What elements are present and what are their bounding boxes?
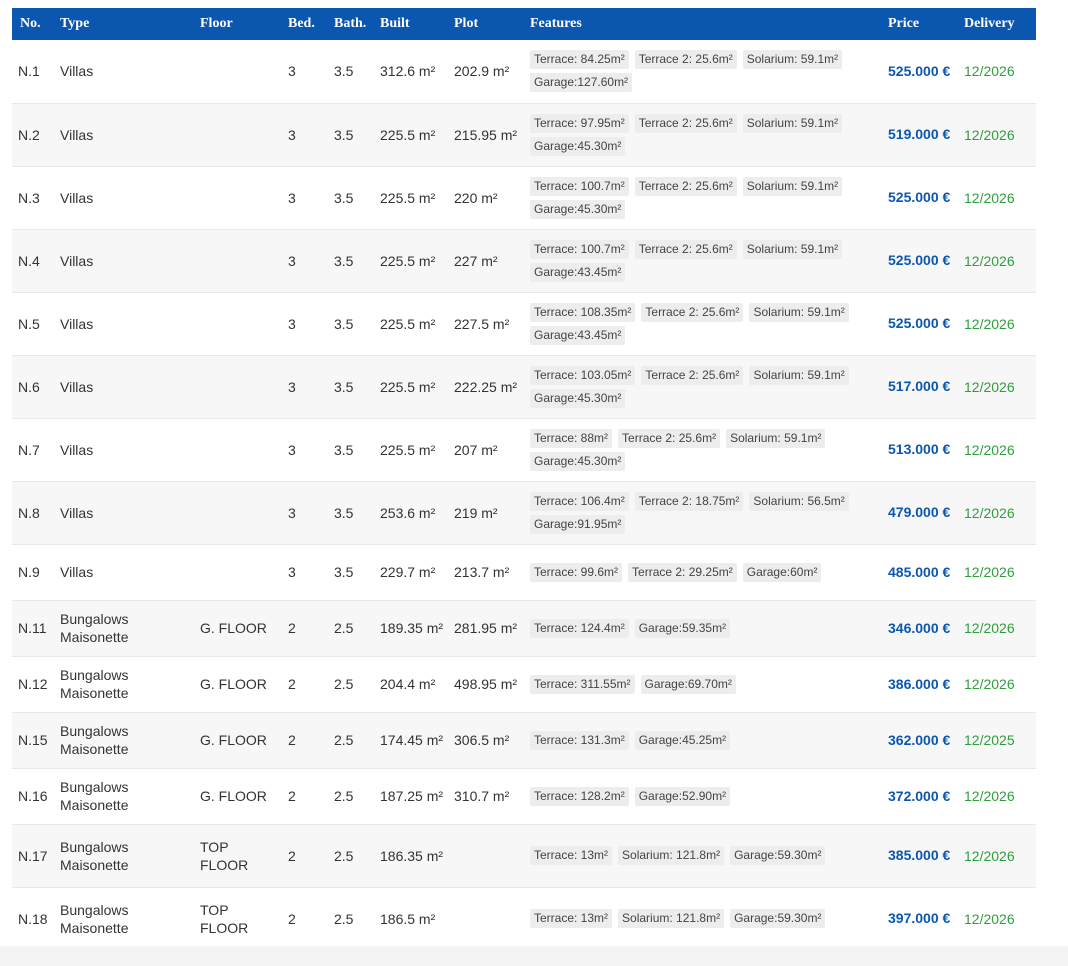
cell-floor (196, 418, 284, 481)
cell-built: 225.5 m² (376, 418, 450, 481)
cell-bed: 3 (284, 229, 330, 292)
feature-tag: Terrace 2: 25.6m² (618, 429, 720, 448)
cell-type: Villas (56, 292, 196, 355)
cell-delivery: 12/2026 (960, 418, 1036, 481)
cell-no: N.16 (12, 768, 56, 824)
cell-type: Villas (56, 481, 196, 544)
cell-plot: 220 m² (450, 166, 526, 229)
table-row[interactable] (12, 355, 1036, 418)
feature-tag: Terrace: 100.7m² (530, 240, 629, 259)
cell-no: N.15 (12, 712, 56, 768)
cell-type: Bungalows Maisonette (56, 656, 196, 712)
cell-type: Villas (56, 418, 196, 481)
feature-tag: Solarium: 59.1m² (749, 366, 848, 385)
table-row[interactable] (12, 544, 1036, 600)
cell-type: Bungalows Maisonette (56, 824, 196, 887)
cell-built: 225.5 m² (376, 292, 450, 355)
header-no[interactable]: No. (12, 8, 56, 40)
cell-features (526, 355, 884, 418)
cell-no: N.11 (12, 600, 56, 656)
cell-bath: 2.5 (330, 824, 376, 887)
cell-plot: 310.7 m² (450, 768, 526, 824)
cell-plot: 202.9 m² (450, 40, 526, 103)
cell-no: N.1 (12, 40, 56, 103)
table-row[interactable] (12, 103, 1036, 166)
cell-price: 525.000 € (884, 292, 960, 355)
cell-price: 397.000 € (884, 887, 960, 950)
feature-tag: Garage:45.25m² (635, 731, 730, 750)
feature-tag: Terrace: 100.7m² (530, 177, 629, 196)
cell-features (526, 40, 884, 103)
feature-tag: Terrace 2: 18.75m² (635, 492, 744, 511)
cell-bath: 2.5 (330, 887, 376, 950)
cell-price: 362.000 € (884, 712, 960, 768)
feature-tag: Terrace: 97.95m² (530, 114, 629, 133)
cell-no: N.7 (12, 418, 56, 481)
table-row[interactable] (12, 292, 1036, 355)
cell-plot: 215.95 m² (450, 103, 526, 166)
cell-delivery: 12/2026 (960, 355, 1036, 418)
cell-type: Bungalows Maisonette (56, 887, 196, 950)
cell-price: 517.000 € (884, 355, 960, 418)
table-row[interactable] (12, 418, 1036, 481)
table-row[interactable] (12, 166, 1036, 229)
feature-tag: Terrace: 106.4m² (530, 492, 629, 511)
cell-bath: 3.5 (330, 166, 376, 229)
cell-delivery: 12/2026 (960, 768, 1036, 824)
feature-tag: Terrace 2: 25.6m² (635, 50, 737, 69)
feature-tag: Garage:52.90m² (635, 787, 730, 806)
cell-bath: 3.5 (330, 229, 376, 292)
cell-type: Bungalows Maisonette (56, 600, 196, 656)
cell-features (526, 768, 884, 824)
feature-tag: Solarium: 59.1m² (743, 50, 842, 69)
table-row[interactable] (12, 229, 1036, 292)
cell-features (526, 656, 884, 712)
header-bed[interactable]: Bed. (284, 8, 330, 40)
feature-tag: Garage:91.95m² (530, 515, 625, 534)
feature-tag: Terrace: 108.35m² (530, 303, 635, 322)
cell-no: N.3 (12, 166, 56, 229)
feature-tag: Garage:45.30m² (530, 452, 625, 471)
feature-tag: Terrace 2: 25.6m² (641, 366, 743, 385)
cell-no: N.12 (12, 656, 56, 712)
cell-built: 189.35 m² (376, 600, 450, 656)
cell-no: N.18 (12, 887, 56, 950)
cell-price: 519.000 € (884, 103, 960, 166)
header-type[interactable]: Type (56, 8, 196, 40)
feature-tag: Terrace 2: 25.6m² (635, 177, 737, 196)
feature-tag: Garage:45.30m² (530, 137, 625, 156)
header-features[interactable]: Features (526, 8, 884, 40)
feature-tag: Terrace 2: 25.6m² (635, 240, 737, 259)
feature-tag: Garage:127.60m² (530, 73, 632, 92)
header-bath[interactable]: Bath. (330, 8, 376, 40)
cell-floor: G. FLOOR (196, 712, 284, 768)
table-row[interactable] (12, 40, 1036, 103)
cell-floor (196, 229, 284, 292)
cell-bath: 2.5 (330, 656, 376, 712)
cell-bed: 3 (284, 544, 330, 600)
cell-bed: 3 (284, 418, 330, 481)
page-footer-strip (0, 946, 1068, 966)
cell-type: Villas (56, 166, 196, 229)
cell-no: N.4 (12, 229, 56, 292)
table-row[interactable] (12, 481, 1036, 544)
table-row[interactable] (12, 600, 1036, 656)
cell-delivery: 12/2026 (960, 166, 1036, 229)
cell-bath: 3.5 (330, 544, 376, 600)
cell-delivery: 12/2026 (960, 600, 1036, 656)
feature-tag: Terrace 2: 25.6m² (635, 114, 737, 133)
feature-tag: Garage:45.30m² (530, 389, 625, 408)
cell-plot: 306.5 m² (450, 712, 526, 768)
cell-bath: 3.5 (330, 103, 376, 166)
header-plot[interactable]: Plot (450, 8, 526, 40)
feature-tag: Terrace 2: 25.6m² (641, 303, 743, 322)
cell-floor (196, 481, 284, 544)
cell-type: Bungalows Maisonette (56, 768, 196, 824)
cell-no: N.17 (12, 824, 56, 887)
cell-bed: 2 (284, 712, 330, 768)
cell-plot: 213.7 m² (450, 544, 526, 600)
cell-bath: 2.5 (330, 600, 376, 656)
cell-bed: 3 (284, 103, 330, 166)
cell-delivery: 12/2025 (960, 712, 1036, 768)
cell-price: 385.000 € (884, 824, 960, 887)
feature-tag: Garage:59.35m² (635, 619, 730, 638)
cell-bed: 3 (284, 355, 330, 418)
cell-bed: 2 (284, 824, 330, 887)
cell-bath: 3.5 (330, 292, 376, 355)
cell-type: Villas (56, 355, 196, 418)
cell-type: Villas (56, 40, 196, 103)
cell-features (526, 887, 884, 950)
cell-delivery: 12/2026 (960, 544, 1036, 600)
cell-features (526, 103, 884, 166)
feature-tag: Terrace 2: 29.25m² (628, 563, 737, 582)
cell-bed: 3 (284, 481, 330, 544)
cell-bath: 2.5 (330, 768, 376, 824)
table-row[interactable] (12, 824, 1036, 887)
table-row[interactable] (12, 656, 1036, 712)
properties-table (12, 8, 1036, 951)
cell-plot: 281.95 m² (450, 600, 526, 656)
cell-features (526, 166, 884, 229)
feature-tag: Garage:43.45m² (530, 263, 625, 282)
feature-tag: Terrace: 128.2m² (530, 787, 629, 806)
cell-bed: 3 (284, 292, 330, 355)
cell-floor (196, 355, 284, 418)
cell-built: 187.25 m² (376, 768, 450, 824)
header-price[interactable]: Price (884, 8, 960, 40)
cell-features (526, 481, 884, 544)
cell-delivery: 12/2026 (960, 481, 1036, 544)
cell-bath: 3.5 (330, 40, 376, 103)
table-row[interactable] (12, 887, 1036, 950)
cell-features (526, 600, 884, 656)
cell-plot: 227.5 m² (450, 292, 526, 355)
cell-floor: TOP FLOOR (196, 887, 284, 950)
feature-tag: Terrace: 88m² (530, 429, 612, 448)
feature-tag: Terrace: 124.4m² (530, 619, 629, 638)
cell-plot: 222.25 m² (450, 355, 526, 418)
feature-tag: Garage:69.70m² (641, 675, 736, 694)
cell-plot: 207 m² (450, 418, 526, 481)
cell-built: 253.6 m² (376, 481, 450, 544)
cell-built: 186.5 m² (376, 887, 450, 950)
cell-price: 525.000 € (884, 166, 960, 229)
header-built[interactable]: Built (376, 8, 450, 40)
feature-tag: Terrace: 103.05m² (530, 366, 635, 385)
cell-plot: 219 m² (450, 481, 526, 544)
cell-bed: 2 (284, 768, 330, 824)
cell-price: 513.000 € (884, 418, 960, 481)
feature-tag: Terrace: 13m² (530, 909, 612, 928)
cell-bath: 3.5 (330, 481, 376, 544)
cell-built: 229.7 m² (376, 544, 450, 600)
feature-tag: Terrace: 13m² (530, 846, 612, 865)
cell-bed: 3 (284, 40, 330, 103)
cell-bath: 2.5 (330, 712, 376, 768)
cell-plot (450, 824, 526, 887)
cell-built: 312.6 m² (376, 40, 450, 103)
feature-tag: Garage:45.30m² (530, 200, 625, 219)
cell-bed: 2 (284, 600, 330, 656)
cell-floor (196, 40, 284, 103)
cell-no: N.9 (12, 544, 56, 600)
cell-bed: 2 (284, 656, 330, 712)
table-header (12, 8, 1036, 40)
feature-tag: Solarium: 59.1m² (726, 429, 825, 448)
cell-built: 225.5 m² (376, 229, 450, 292)
cell-type: Villas (56, 103, 196, 166)
cell-delivery: 12/2026 (960, 887, 1036, 950)
cell-no: N.8 (12, 481, 56, 544)
cell-floor (196, 166, 284, 229)
cell-features (526, 544, 884, 600)
feature-tag: Garage:60m² (743, 563, 822, 582)
cell-features (526, 824, 884, 887)
cell-price: 525.000 € (884, 40, 960, 103)
cell-floor: G. FLOOR (196, 600, 284, 656)
cell-delivery: 12/2026 (960, 824, 1036, 887)
cell-bath: 3.5 (330, 418, 376, 481)
table-row[interactable] (12, 712, 1036, 768)
feature-tag: Solarium: 56.5m² (749, 492, 848, 511)
cell-built: 225.5 m² (376, 103, 450, 166)
feature-tag: Terrace: 99.6m² (530, 563, 622, 582)
table-row[interactable] (12, 768, 1036, 824)
feature-tag: Garage:59.30m² (730, 846, 825, 865)
cell-type: Villas (56, 544, 196, 600)
cell-features (526, 418, 884, 481)
feature-tag: Terrace: 311.55m² (530, 675, 635, 694)
cell-price: 525.000 € (884, 229, 960, 292)
feature-tag: Solarium: 59.1m² (743, 114, 842, 133)
cell-price: 372.000 € (884, 768, 960, 824)
cell-bed: 2 (284, 887, 330, 950)
cell-floor (196, 292, 284, 355)
cell-built: 225.5 m² (376, 166, 450, 229)
cell-price: 485.000 € (884, 544, 960, 600)
cell-built: 186.35 m² (376, 824, 450, 887)
cell-built: 225.5 m² (376, 355, 450, 418)
cell-delivery: 12/2026 (960, 229, 1036, 292)
feature-tag: Solarium: 59.1m² (743, 177, 842, 196)
cell-plot (450, 887, 526, 950)
table-body (12, 40, 1036, 950)
feature-tag: Solarium: 121.8m² (618, 909, 724, 928)
feature-tag: Terrace: 131.3m² (530, 731, 629, 750)
feature-tag: Solarium: 59.1m² (743, 240, 842, 259)
cell-plot: 498.95 m² (450, 656, 526, 712)
cell-bed: 3 (284, 166, 330, 229)
cell-floor (196, 103, 284, 166)
cell-floor: TOP FLOOR (196, 824, 284, 887)
cell-type: Villas (56, 229, 196, 292)
feature-tag: Solarium: 59.1m² (749, 303, 848, 322)
cell-price: 386.000 € (884, 656, 960, 712)
cell-plot: 227 m² (450, 229, 526, 292)
cell-no: N.2 (12, 103, 56, 166)
cell-price: 479.000 € (884, 481, 960, 544)
feature-tag: Garage:43.45m² (530, 326, 625, 345)
cell-floor: G. FLOOR (196, 656, 284, 712)
cell-features (526, 229, 884, 292)
cell-no: N.6 (12, 355, 56, 418)
cell-delivery: 12/2026 (960, 292, 1036, 355)
feature-tag: Terrace: 84.25m² (530, 50, 629, 69)
cell-floor (196, 544, 284, 600)
cell-floor: G. FLOOR (196, 768, 284, 824)
cell-delivery: 12/2026 (960, 103, 1036, 166)
feature-tag: Solarium: 121.8m² (618, 846, 724, 865)
cell-built: 174.45 m² (376, 712, 450, 768)
cell-delivery: 12/2026 (960, 40, 1036, 103)
cell-price: 346.000 € (884, 600, 960, 656)
header-delivery[interactable]: Delivery (960, 8, 1036, 40)
cell-features (526, 292, 884, 355)
cell-features (526, 712, 884, 768)
cell-delivery: 12/2026 (960, 656, 1036, 712)
cell-no: N.5 (12, 292, 56, 355)
cell-built: 204.4 m² (376, 656, 450, 712)
cell-type: Bungalows Maisonette (56, 712, 196, 768)
header-floor[interactable]: Floor (196, 8, 284, 40)
feature-tag: Garage:59.30m² (730, 909, 825, 928)
cell-bath: 3.5 (330, 355, 376, 418)
